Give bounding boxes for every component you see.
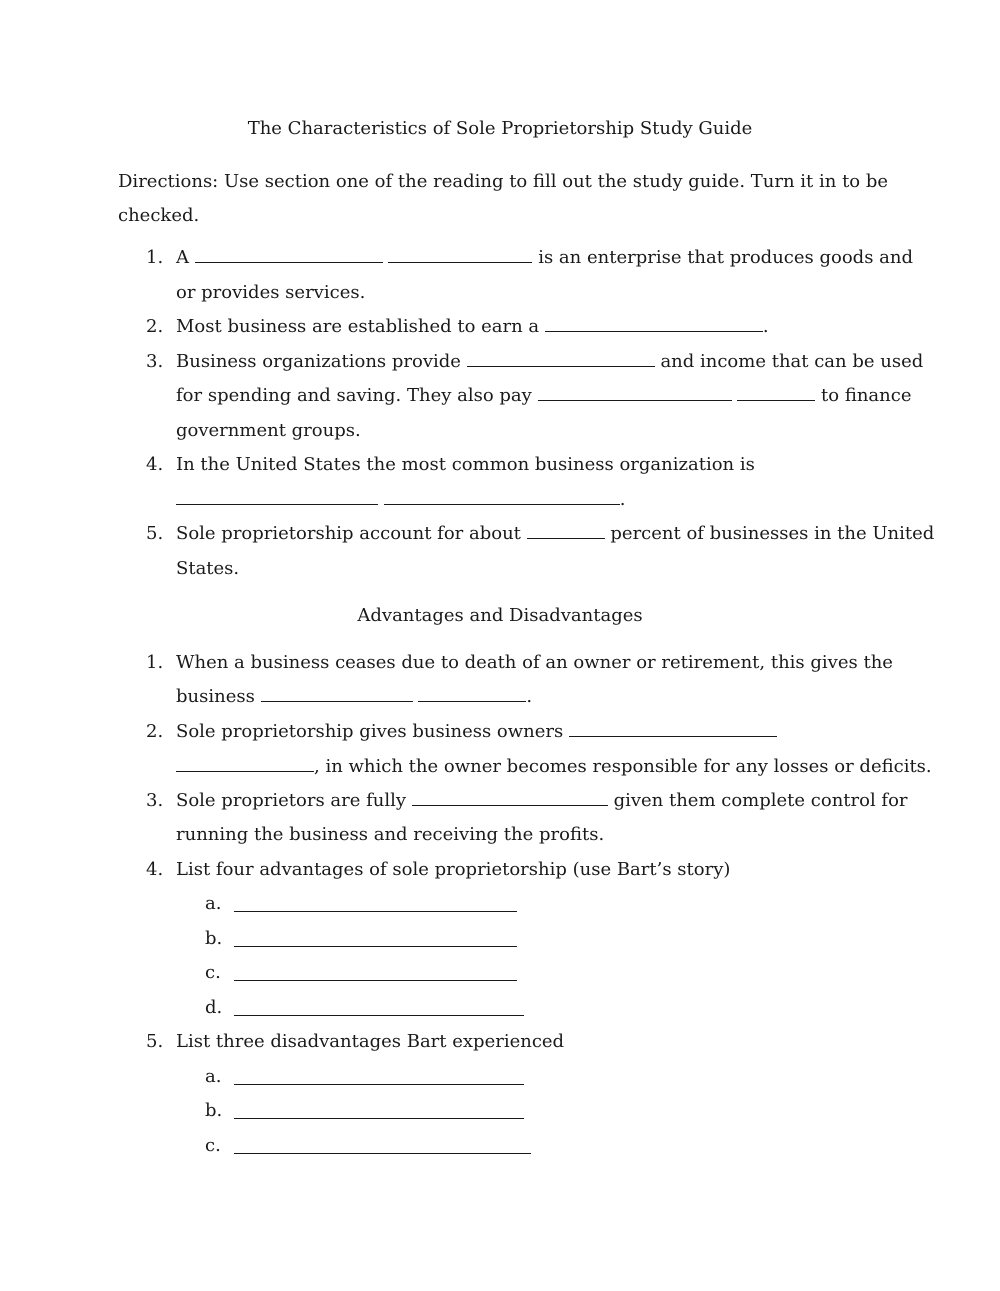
s2-q1-text-a: When a business ceases due to death of an owner or retirement, this gives the (176, 652, 893, 673)
s2-q4-sub-a-label: a. (205, 893, 222, 914)
q4-number: 4. (146, 454, 164, 475)
s2-q4-text-a: List four advantages of sole proprietorship (use Bart’s story) (176, 859, 731, 880)
q3-blank-2[interactable] (538, 385, 732, 401)
page-title: The Characteristics of Sole Proprietorship Study Guide (247, 118, 753, 139)
q5-number: 5. (146, 523, 164, 544)
q3-line2 (176, 385, 911, 407)
s2-q1-blank-1[interactable] (261, 686, 413, 702)
s2-q5-text-a: List three disadvantages Bart experienced (176, 1031, 565, 1052)
q2-blank-1[interactable] (545, 316, 763, 332)
q3-number: 3. (146, 351, 164, 372)
q5-text-b: percent of businesses in the United (610, 523, 935, 544)
q5-blank-1[interactable] (527, 523, 605, 539)
s2-q2-line2 (176, 756, 932, 778)
q4-text-b: . (619, 489, 626, 510)
s2-q2-blank-1[interactable] (569, 721, 777, 737)
q3-blank-3[interactable] (737, 385, 815, 401)
s2-q3-text-a: Sole proprietors are fully (176, 790, 407, 811)
q3-text-c: for spending and saving. They also pay (176, 385, 532, 406)
section-heading: Advantages and Disadvantages (357, 605, 643, 626)
q4-line2 (176, 489, 625, 511)
q2-number: 2. (146, 316, 164, 337)
s2-q2-text-a: Sole proprietorship gives business owners (176, 721, 564, 742)
s2-q2-number: 2. (146, 721, 164, 742)
q4-blank-1[interactable] (176, 489, 378, 505)
s2-q2-line1 (176, 721, 777, 743)
s2-q5-sub-c-blank[interactable] (234, 1138, 531, 1154)
q3-text-a: Business organizations provide (176, 351, 461, 372)
s2-q1-line2 (176, 686, 532, 708)
q3-text-b: and income that can be used (660, 351, 924, 372)
s2-q1-text-c: . (526, 686, 533, 707)
s2-q4-sub-a-blank[interactable] (234, 896, 517, 912)
q5-line1 (176, 523, 934, 545)
q3-text-d: to finance (821, 385, 912, 406)
q3-line1 (176, 351, 923, 373)
s2-q4-sub-c-label: c. (205, 962, 221, 983)
q1-blank-2[interactable] (388, 247, 532, 263)
s2-q3-text-c: running the business and receiving the profits. (176, 824, 605, 845)
q2-text-a: Most business are established to earn a (176, 316, 540, 337)
q1-text-c: or provides services. (176, 282, 366, 303)
s2-q5-sub-c-label: c. (205, 1135, 221, 1156)
s2-q1-number: 1. (146, 652, 164, 673)
s2-q5-sub-a-blank[interactable] (234, 1069, 524, 1085)
s2-q3-number: 3. (146, 790, 164, 811)
q4-blank-2[interactable] (384, 489, 620, 505)
s2-q3-line1 (176, 790, 908, 812)
s2-q3-blank-1[interactable] (412, 790, 608, 806)
s2-q3-text-b: given them complete control for (613, 790, 908, 811)
q1-line1 (176, 247, 913, 269)
q3-text-e: government groups. (176, 420, 361, 441)
q1-text-b: is an enterprise that produces goods and (538, 247, 914, 268)
s2-q2-text-b: , in which the owner becomes responsible for any losses or deficits. (314, 756, 932, 777)
s2-q5-sub-b-blank[interactable] (234, 1103, 524, 1119)
s2-q1-blank-2[interactable] (418, 686, 526, 702)
q1-blank-1[interactable] (195, 247, 383, 263)
q2-line1 (176, 316, 769, 338)
s2-q5-sub-a-label: a. (205, 1066, 222, 1087)
q4-text-a: In the United States the most common business organization is (176, 454, 755, 475)
s2-q5-sub-b-label: b. (205, 1100, 223, 1121)
s2-q4-number: 4. (146, 859, 164, 880)
q1-text-a: A (176, 247, 189, 268)
q2-text-b: . (762, 316, 769, 337)
s2-q4-sub-b-label: b. (205, 928, 223, 949)
q5-text-c: States. (176, 558, 240, 579)
s2-q4-sub-c-blank[interactable] (234, 965, 517, 981)
q5-text-a: Sole proprietorship account for about (176, 523, 521, 544)
q3-blank-1[interactable] (467, 351, 655, 367)
s2-q4-sub-b-blank[interactable] (234, 931, 517, 947)
s2-q2-blank-2[interactable] (176, 756, 314, 772)
s2-q4-sub-d-blank[interactable] (234, 1000, 524, 1016)
q1-number: 1. (146, 247, 164, 268)
directions-text: Directions: Use section one of the reading to fill out the study guide. Turn it in to be checked. (118, 171, 889, 226)
s2-q4-sub-d-label: d. (205, 997, 223, 1018)
s2-q5-number: 5. (146, 1031, 164, 1052)
s2-q1-text-b: business (176, 686, 255, 707)
